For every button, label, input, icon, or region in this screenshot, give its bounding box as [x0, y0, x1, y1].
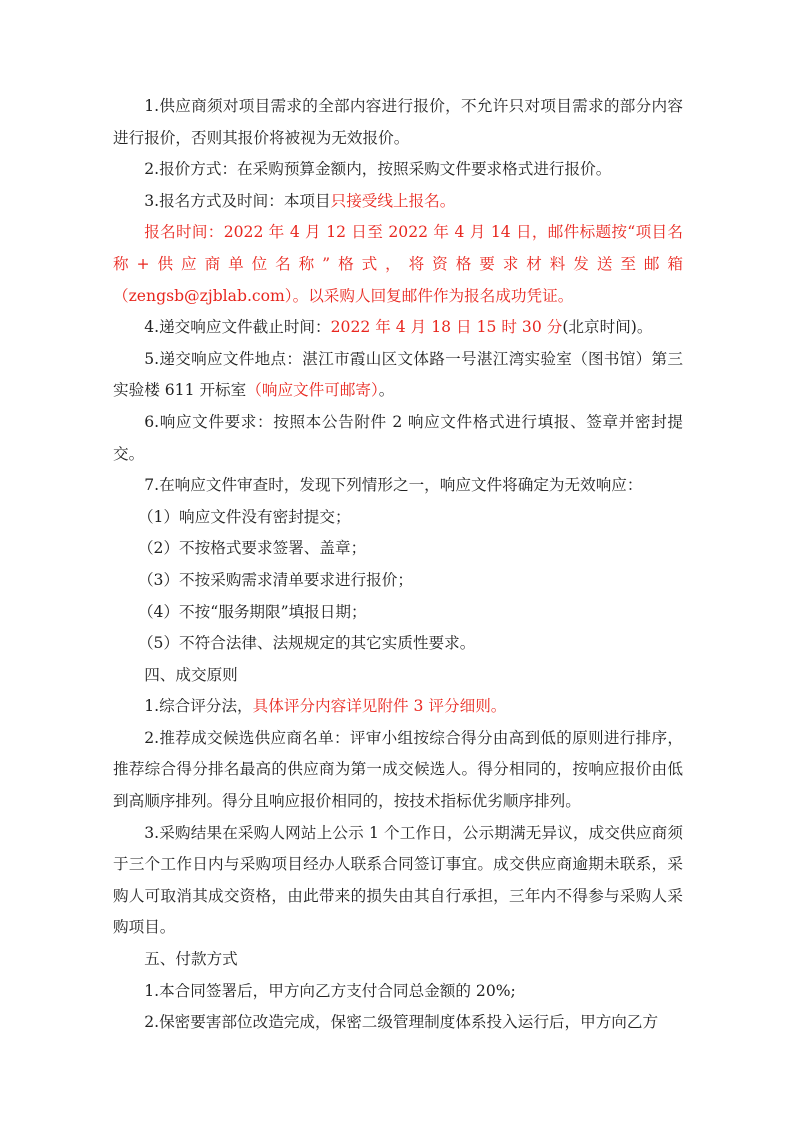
- paragraph-candidate-ranking: [113, 723, 683, 818]
- paragraph-registration-time: [113, 217, 683, 312]
- list-item: [113, 502, 683, 534]
- paragraph-text: 5.递交响应文件地点：湛江市霞山区文体路一号湛江湾实验室（图书馆）第三实验楼 611 开标室: [113, 349, 683, 400]
- paragraph-response-requirements: [113, 407, 683, 470]
- paragraph-text: 3.采购结果在采购人网站上公示 1 个工作日，公示期满无异议，成交供应商须于三个工作日内与采购项目经办人联系合同签订事宜。成交供应商逾期未联系，采购人可取消其成交资格，由此带来的损失由其自行承担，三年内不得参与采购人采购项目。: [113, 823, 683, 937]
- paragraph-submission-deadline: [113, 312, 683, 344]
- list-item-text: （5）不符合法律、法规规定的其它实质性要求。: [137, 634, 476, 653]
- list-item-text: （1）响应文件没有密封提交；: [137, 507, 351, 526]
- paragraph-scoring-method: [113, 691, 683, 723]
- list-item-text: （4）不按“服务期限”填报日期；: [137, 602, 367, 621]
- highlight-scoring-details: 具体评分内容详见附件 3 评分细则。: [252, 697, 507, 716]
- list-item: [113, 628, 683, 660]
- highlight-mail-allowed: （响应文件可邮寄）: [246, 381, 379, 400]
- paragraph-text: (北京时间)。: [562, 318, 653, 337]
- paragraph-payment-first: [113, 976, 683, 1008]
- paragraph-text: 7.在响应文件审查时，发现下列情形之一，响应文件将确定为无效响应：: [144, 476, 643, 495]
- paragraph-submission-location: [113, 344, 683, 407]
- paragraph-invalid-response: [113, 470, 683, 502]
- heading-text: 四、成交原则: [144, 665, 238, 684]
- paragraph-quote-scope: [113, 91, 683, 154]
- section-heading-award-principle: [113, 660, 683, 692]
- paragraph-text: 6.响应文件要求：按照本公告附件 2 响应文件格式进行填报、签章并密封提交。: [113, 412, 683, 463]
- list-item: [113, 597, 683, 629]
- paragraph-registration-method: [113, 186, 683, 218]
- paragraph-text: 。: [378, 381, 395, 400]
- paragraph-payment-second: [113, 1007, 683, 1039]
- section-heading-payment: [113, 944, 683, 976]
- heading-text: 五、付款方式: [144, 950, 238, 969]
- paragraph-result-publication: [113, 818, 683, 944]
- paragraph-text: 1.供应商须对项目需求的全部内容进行报价，不允许只对项目需求的部分内容进行报价，否则其报价将被视为无效报价。: [113, 97, 683, 147]
- highlight-online-only: 只接受线上报名。: [330, 191, 456, 210]
- list-item: [113, 533, 683, 565]
- paragraph-text: 1.本合同签署后，甲方向乙方支付合同总金额的 20%;: [144, 981, 516, 1000]
- list-item-text: （2）不按格式要求签署、盖章；: [137, 539, 367, 558]
- document-body: [113, 91, 683, 1039]
- paragraph-text: 4.递交响应文件截止时间：: [144, 318, 331, 337]
- list-item-text: （3）不按采购需求清单要求进行报价；: [137, 570, 413, 589]
- paragraph-text: 2.报价方式：在采购预算金额内，按照采购文件要求格式进行报价。: [144, 160, 612, 179]
- highlight-deadline: 2022 年 4 月 18 日 15 时 30 分: [330, 318, 563, 337]
- paragraph-text: 3.报名方式及时间：本项目: [144, 191, 331, 210]
- paragraph-text: 2.推荐成交候选供应商名单：评审小组按综合得分由高到低的原则进行排序，推荐综合得分排名最高的供应商为第一成交候选人。得分相同的，按响应报价由低到高顺序排列。得分且响应报价相同的，按技术指标优劣顺序排列。: [113, 728, 683, 811]
- paragraph-text: 2.保密要害部位改造完成，保密二级管理制度体系投入运行后，甲方向乙方: [144, 1013, 659, 1032]
- paragraph-text: 1.综合评分法，: [144, 697, 253, 716]
- paragraph-quote-method: [113, 154, 683, 186]
- highlight-registration-details: 报名时间：2022 年 4 月 12 日至 2022 年 4 月 14 日，邮件标题按“项目名称+供应商单位名称”格式，将资格要求材料发送至邮箱（zengsb@zjblab.com）。以采购人回复邮件作为报名成功凭证。: [113, 223, 683, 305]
- list-item: [113, 565, 683, 597]
